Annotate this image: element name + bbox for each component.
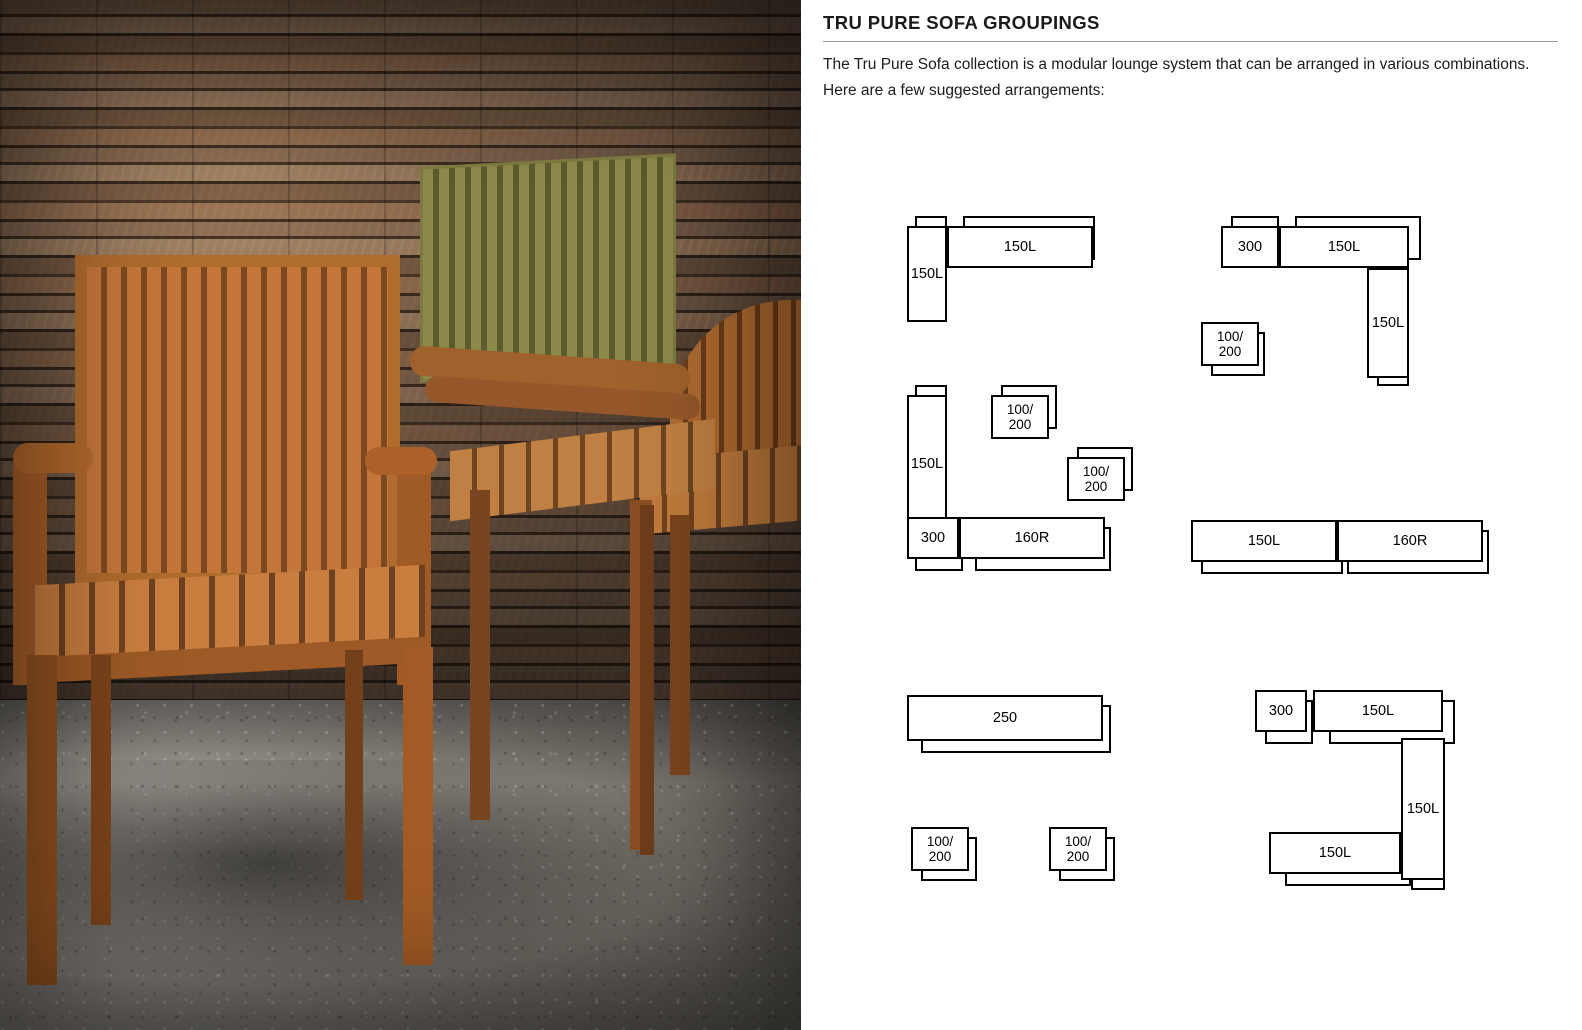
chair-rear-leg-back [640, 505, 654, 855]
module-label-line2: 200 [1066, 849, 1090, 864]
module-150L-horizontal-top: 150L [1313, 690, 1443, 732]
module-300-square: 300 [907, 517, 959, 559]
chair-front-armrest-left-cap [13, 443, 93, 473]
module-label-line1: 100/ [1082, 464, 1110, 479]
module-label-line1: 100/ [1216, 329, 1244, 344]
module-label-line2: 200 [1218, 344, 1242, 359]
module-label-line2: 200 [928, 849, 952, 864]
grouping-5 [891, 695, 1211, 895]
chair-front-leg-back-left [91, 655, 111, 925]
chair-front-back-slats [87, 267, 388, 573]
chair-rear-leg-left [470, 490, 490, 820]
module-label-line1: 100/ [1006, 402, 1034, 417]
grouping-3 [891, 385, 1221, 585]
module-150L-horizontal-bottom: 150L [1269, 832, 1401, 874]
module-300-square: 300 [1255, 690, 1307, 732]
teak-armchair-front [5, 255, 455, 995]
chair-front-armrest-right-cap [365, 447, 437, 475]
module-100-200-square [1201, 322, 1259, 366]
groupings-content-panel [801, 0, 1582, 1030]
module-150L-horizontal: 150L [947, 226, 1093, 268]
module-100-200-square [911, 827, 969, 871]
module-100-200-square [1049, 827, 1107, 871]
module-label-line2: 200 [1084, 479, 1108, 494]
grouping-4 [1201, 520, 1521, 590]
module-100-200-square [1067, 457, 1125, 501]
module-250-horizontal: 250 [907, 695, 1103, 741]
grouping-2 [1201, 210, 1531, 460]
module-150L-vertical: 150L [1401, 738, 1445, 880]
module-label-line1: 100/ [926, 834, 954, 849]
module-150L-vertical: 150L [907, 395, 947, 533]
intro-paragraph: The Tru Pure Sofa collection is a modular lounge system that can be arranged in various combinations. Here are a few suggested arrangements: [823, 56, 1530, 99]
page-title: TRU PURE SOFA GROUPINGS [823, 12, 1100, 33]
module-150L-vertical: 150L [907, 226, 947, 322]
module-160R-horizontal: 160R [1337, 520, 1483, 562]
module-label-line1: 100/ [1064, 834, 1092, 849]
grouping-6 [1249, 690, 1579, 910]
title-divider [823, 41, 1558, 42]
module-150L-vertical: 150L [1367, 268, 1409, 378]
module-100-200-square [991, 395, 1049, 439]
module-150L-horizontal: 150L [1279, 226, 1409, 268]
grouping-1 [891, 210, 1191, 370]
module-300-square: 300 [1221, 226, 1279, 268]
module-160R-horizontal: 160R [959, 517, 1105, 559]
module-150L-horizontal: 150L [1191, 520, 1337, 562]
chair-front-leg-front-left [27, 655, 57, 985]
chair-front-leg-front-right [403, 647, 433, 965]
grouping-diagrams [801, 150, 1582, 1030]
chair-front-leg-back-right [345, 650, 363, 900]
module-label-line2: 200 [1008, 417, 1032, 432]
